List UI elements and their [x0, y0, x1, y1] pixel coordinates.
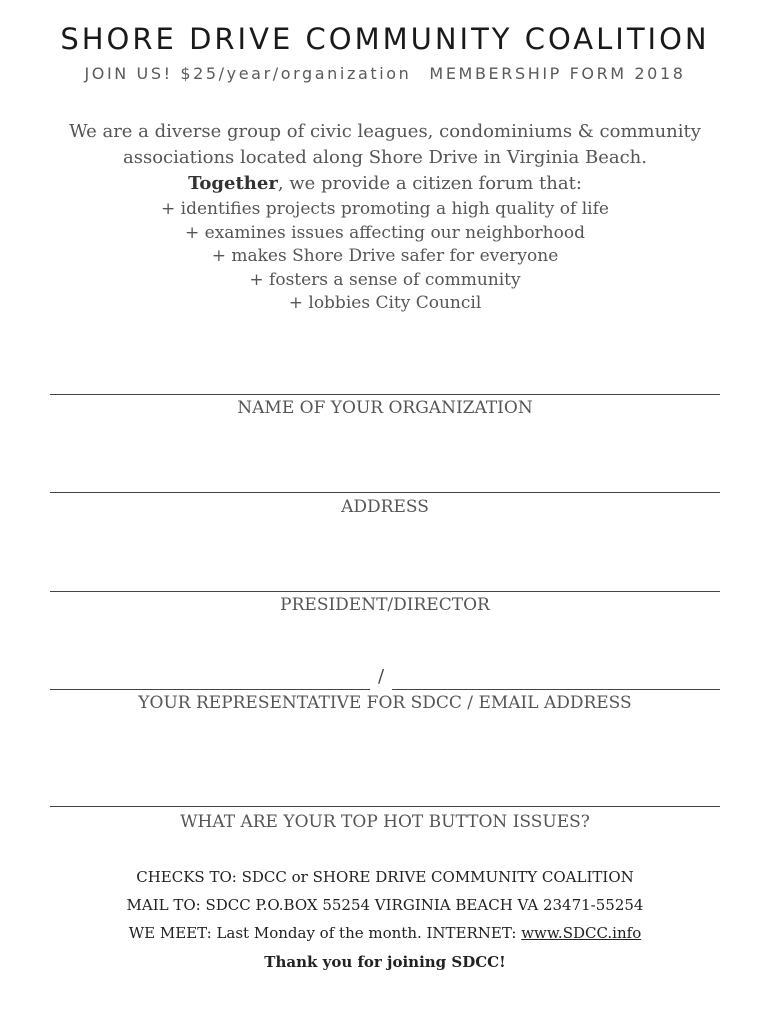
page-title: SHORE DRIVE COMMUNITY COALITION: [60, 22, 710, 56]
email-field[interactable]: [392, 689, 720, 690]
meeting-info: [0, 924, 770, 942]
representative-email-label: YOUR REPRESENTATIVE FOR SDCC / EMAIL ADDRESS: [138, 693, 632, 713]
address-label: ADDRESS: [341, 497, 429, 517]
meeting-text: WE MEET: Last Monday of the month. INTERNET:: [128, 924, 522, 942]
intro-paragraph: [0, 119, 770, 197]
mission-item: + lobbies City Council: [288, 293, 482, 313]
dues-text: JOIN US! $25/year/organization: [84, 64, 412, 83]
field-separator: /: [378, 666, 385, 687]
issues-field[interactable]: [50, 806, 720, 807]
form-year-text: MEMBERSHIP FORM 2018: [429, 64, 686, 83]
website-link[interactable]: www.SDCC.info: [521, 924, 642, 942]
mission-item: + makes Shore Drive safer for everyone: [211, 246, 559, 266]
intro-line: We are a diverse group of civic leagues, condominiums & community: [69, 121, 701, 142]
intro-line: [0, 171, 770, 197]
intro-line: associations located along Shore Drive in Virginia Beach.: [123, 147, 647, 168]
checks-info: CHECKS TO: SDCC or SHORE DRIVE COMMUNITY COALITION: [136, 868, 634, 886]
president-field[interactable]: [50, 591, 720, 592]
intro-line-rest: , we provide a citizen forum that:: [277, 173, 582, 194]
mailing-address: MAIL TO: SDCC P.O.BOX 55254 VIRGINIA BEACH VA 23471-55254: [126, 896, 644, 914]
intro-bold-word: Together: [188, 173, 278, 194]
organization-name-label: NAME OF YOUR ORGANIZATION: [237, 398, 533, 418]
mission-item: + examines issues affecting our neighborhood: [185, 222, 585, 243]
address-field[interactable]: [50, 492, 720, 493]
subtitle: [0, 64, 770, 83]
issues-label: WHAT ARE YOUR TOP HOT BUTTON ISSUES?: [180, 812, 590, 832]
president-label: PRESIDENT/DIRECTOR: [280, 595, 490, 615]
mission-list: [0, 198, 770, 316]
representative-field[interactable]: [50, 689, 370, 690]
mission-item: + fosters a sense of community: [249, 269, 521, 290]
organization-name-field[interactable]: [50, 394, 720, 395]
mission-item: + identifies projects promoting a high quality of life: [161, 199, 609, 219]
thank-you-text: Thank you for joining SDCC!: [264, 953, 506, 971]
